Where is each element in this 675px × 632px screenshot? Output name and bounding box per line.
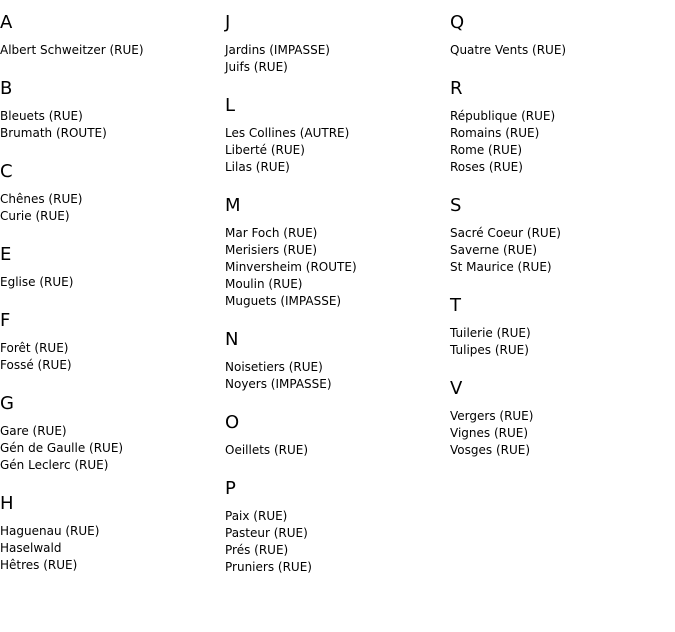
- street-item: Mar Foch (RUE): [225, 226, 318, 240]
- street-item: Brumath (ROUTE): [0, 126, 107, 140]
- street-item: Sacré Coeur (RUE): [450, 226, 561, 240]
- letter-group: [225, 329, 450, 393]
- letter-group: [0, 161, 225, 225]
- street-item: Gén Leclerc (RUE): [0, 458, 109, 472]
- letter-heading: V: [450, 378, 463, 399]
- street-item: Paix (RUE): [225, 509, 288, 523]
- street-list: [225, 125, 450, 176]
- street-list: [0, 108, 225, 142]
- street-list: [225, 42, 450, 76]
- letter-heading: P: [225, 478, 236, 499]
- letter-group: [0, 244, 225, 291]
- letter-group: [225, 412, 450, 459]
- street-item: Pasteur (RUE): [225, 526, 308, 540]
- street-item: Moulin (RUE): [225, 277, 303, 291]
- street-item: Tulipes (RUE): [450, 343, 529, 357]
- street-list: [225, 442, 450, 459]
- letter-heading: B: [0, 78, 13, 99]
- letter-group: [450, 295, 675, 359]
- street-list: [225, 359, 450, 393]
- letter-group: [225, 95, 450, 176]
- street-item: Fossé (RUE): [0, 358, 72, 372]
- letter-group: [0, 493, 225, 574]
- street-item: Juifs (RUE): [225, 60, 288, 74]
- letter-group: [0, 12, 225, 59]
- letter-heading: G: [0, 393, 14, 414]
- street-item: Oeillets (RUE): [225, 443, 309, 457]
- letter-group: [450, 12, 675, 59]
- street-column-2: [225, 0, 450, 576]
- street-item: Chênes (RUE): [0, 192, 83, 206]
- street-item: Roses (RUE): [450, 160, 523, 174]
- street-list: [0, 42, 225, 59]
- street-item: Bleuets (RUE): [0, 109, 83, 123]
- street-list: [225, 508, 450, 576]
- letter-group: [450, 378, 675, 459]
- street-item: Noisetiers (RUE): [225, 360, 323, 374]
- street-item: Forêt (RUE): [0, 341, 69, 355]
- street-item: Lilas (RUE): [225, 160, 290, 174]
- letter-heading: T: [450, 295, 461, 316]
- street-item: Gén de Gaulle (RUE): [0, 441, 124, 455]
- letter-heading: M: [225, 195, 241, 216]
- street-item: Haselwald: [0, 541, 62, 555]
- letter-heading: A: [0, 12, 13, 33]
- letter-group: [0, 78, 225, 142]
- street-item: Albert Schweitzer (RUE): [0, 43, 144, 57]
- street-list: [0, 423, 225, 474]
- street-item: Curie (RUE): [0, 209, 70, 223]
- street-item: Eglise (RUE): [0, 275, 74, 289]
- street-item: Vosges (RUE): [450, 443, 531, 457]
- street-list: [0, 191, 225, 225]
- street-item: Tuilerie (RUE): [450, 326, 531, 340]
- street-list: [450, 42, 675, 59]
- letter-group: [0, 393, 225, 474]
- street-column-3: [450, 0, 675, 459]
- letter-heading: S: [450, 195, 462, 216]
- street-item: Muguets (IMPASSE): [225, 294, 342, 308]
- street-item: Quatre Vents (RUE): [450, 43, 567, 57]
- street-item: Gare (RUE): [0, 424, 67, 438]
- street-list: [225, 225, 450, 310]
- street-item: Vergers (RUE): [450, 409, 534, 423]
- street-list: [0, 340, 225, 374]
- letter-heading: J: [225, 12, 231, 33]
- letter-heading: R: [450, 78, 463, 99]
- letter-group: [225, 12, 450, 76]
- letter-heading: F: [0, 310, 11, 331]
- street-item: St Maurice (RUE): [450, 260, 552, 274]
- street-column-1: [0, 0, 225, 574]
- street-list: [450, 225, 675, 276]
- street-list: [0, 523, 225, 574]
- street-item: Noyers (IMPASSE): [225, 377, 332, 391]
- letter-group: [0, 310, 225, 374]
- street-item: Haguenau (RUE): [0, 524, 100, 538]
- street-item: Rome (RUE): [450, 143, 523, 157]
- street-item: Liberté (RUE): [225, 143, 305, 157]
- street-item: Saverne (RUE): [450, 243, 538, 257]
- street-list: [450, 325, 675, 359]
- street-list: [450, 108, 675, 176]
- letter-heading: C: [0, 161, 13, 182]
- street-item: Vignes (RUE): [450, 426, 529, 440]
- letter-group: [225, 478, 450, 576]
- street-item: Minversheim (ROUTE): [225, 260, 357, 274]
- letter-heading: O: [225, 412, 240, 433]
- street-item: Les Collines (AUTRE): [225, 126, 350, 140]
- letter-heading: Q: [450, 12, 465, 33]
- letter-group: [450, 195, 675, 276]
- street-item: Merisiers (RUE): [225, 243, 318, 257]
- street-item: République (RUE): [450, 109, 556, 123]
- street-item: Pruniers (RUE): [225, 560, 312, 574]
- letter-group: [450, 78, 675, 176]
- letter-heading: N: [225, 329, 239, 350]
- street-item: Hêtres (RUE): [0, 558, 78, 572]
- street-item: Prés (RUE): [225, 543, 289, 557]
- street-list: [0, 274, 225, 291]
- letter-heading: L: [225, 95, 236, 116]
- street-item: Romains (RUE): [450, 126, 540, 140]
- letter-heading: E: [0, 244, 12, 265]
- street-list: [450, 408, 675, 459]
- letter-group: [225, 195, 450, 310]
- letter-heading: H: [0, 493, 14, 514]
- street-item: Jardins (IMPASSE): [225, 43, 330, 57]
